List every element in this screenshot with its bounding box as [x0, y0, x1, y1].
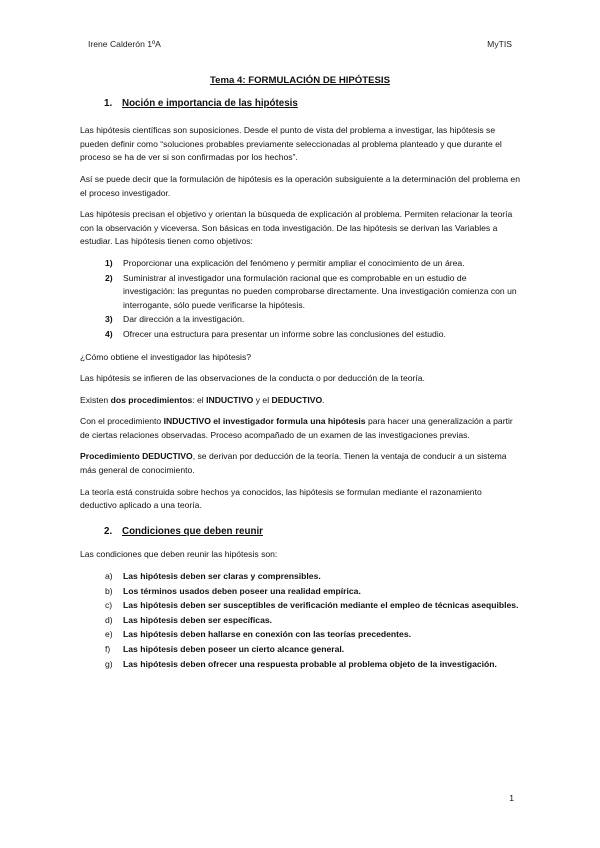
header-brand: MyTIS	[487, 39, 512, 49]
text-run: para hacer una generalización a partir de ciertas relaciones observadas. Proceso acompañado de un examen de las investigaciones previas.	[80, 416, 513, 440]
list-item	[80, 599, 520, 613]
text-run: : el	[192, 394, 207, 405]
list-item-text: Las hipótesis deben poseer un cierto alcance general.	[123, 644, 345, 654]
paragraph: Las hipótesis científicas son suposiciones. Desde el punto de vista del problema a investigar, las hipótesis se pueden definir como “soluciones probables previamente seleccionadas al problema planteado y que durante el proceso se ha de ver si son confirmadas por los hechos”.	[80, 125, 502, 163]
list-item-text: Dar dirección a la investigación.	[123, 314, 245, 325]
list-item	[80, 643, 520, 657]
list-item-text: Las hipótesis deben ser susceptibles de verificación mediante el empleo de técnicas asequibles.	[123, 600, 519, 611]
paragraph: Así se puede decir que la formulación de hipótesis es la operación subsiguiente a la determinación del problema en el proceso investigador.	[80, 173, 520, 198]
bold-run: INDUCTIVO	[206, 394, 254, 405]
list-marker: a)	[105, 571, 113, 582]
list-item	[80, 628, 520, 642]
list-item	[80, 570, 520, 584]
list-marker: 3)	[105, 314, 113, 325]
list-item-text: Suministrar al investigador una formulación racional que es comprobable en un estudio de investigación: las preguntas no pueden comprobarse directamente. Una investigación comienza con un interrogante, sólo puede verificarse la hipótesis.	[123, 272, 517, 310]
list-item-text: Proporcionar una explicación del fenómeno y permitir ampliar el conocimiento de un área.	[123, 257, 465, 268]
list-marker: 4)	[105, 328, 113, 339]
document-body	[80, 74, 520, 680]
list-item-text: Las hipótesis deben ser claras y comprensibles.	[123, 571, 321, 582]
section-1-heading	[104, 97, 520, 111]
text-run: , se derivan por deducción de la teoría. Tienen la ventaja de conducir a un sistema más general de conocimiento.	[80, 451, 507, 476]
section-2-title: Condiciones que deben reunir	[122, 525, 263, 537]
paragraph	[80, 415, 520, 442]
text-run: .	[322, 394, 325, 405]
paragraph: Las hipótesis se infieren de las observaciones de la conducta o por deducción de la teoría.	[80, 373, 425, 384]
question-text: ¿Cómo obtiene el investigador las hipótesis?	[80, 351, 252, 362]
bold-run: INDUCTIVO el investigador formula una hipótesis	[163, 416, 366, 427]
section-2-number: 2.	[104, 525, 113, 537]
bold-run: Procedimiento DEDUCTIVO	[80, 451, 193, 462]
bold-run: DEDUCTIVO	[271, 394, 323, 405]
list-marker: 2)	[105, 272, 113, 283]
text-run: Existen	[80, 394, 111, 405]
bold-run: dos procedimientos	[110, 394, 193, 405]
list-marker: b)	[105, 585, 113, 596]
document-title: Tema 4: FORMULACIÓN DE HIPÓTESIS	[210, 75, 390, 86]
list-marker: e)	[105, 629, 113, 640]
conditions-list	[80, 570, 520, 671]
page-number: 1	[509, 793, 514, 803]
paragraph: Las hipótesis precisan el objetivo y orientan la búsqueda de explicación al problema. Permiten relacionar la teoría con la observación y viceversa. Son básicas en toda investigación. De las hipótesis se derivan las Variables a estudiar. Las hipótesis tienen como objetivos:	[80, 209, 513, 247]
list-item	[80, 313, 520, 327]
list-item-text: Las hipótesis deben ofrecer una respuesta probable al problema objeto de la investigación.	[123, 658, 497, 669]
list-marker: f)	[105, 644, 111, 654]
section-2-heading	[104, 525, 520, 539]
paragraph: La teoría está construida sobre hechos ya conocidos, las hipótesis se formulan mediante el razonamiento deductivo aplicado a una teoría.	[80, 486, 482, 511]
list-item	[80, 585, 520, 599]
list-item	[80, 257, 520, 271]
paragraph	[80, 394, 520, 408]
section-1-title: Noción e importancia de las hipótesis	[122, 97, 298, 109]
list-marker: c)	[105, 600, 113, 611]
text-run: y el	[253, 394, 272, 405]
paragraph	[80, 450, 520, 477]
paragraph: Las condiciones que deben reunir las hipótesis son:	[80, 549, 278, 560]
list-item	[80, 658, 520, 672]
list-item	[80, 272, 520, 313]
list-marker: d)	[105, 614, 113, 625]
list-item	[80, 614, 520, 628]
list-item	[80, 328, 520, 342]
list-marker: g)	[105, 658, 113, 669]
list-marker: 1)	[105, 257, 113, 268]
objectives-list	[80, 257, 520, 342]
text-run: Con el procedimiento	[80, 416, 164, 427]
list-item-text: Las hipótesis deben hallarse en conexión con las teorías precedentes.	[123, 629, 411, 640]
header-author: Irene Calderón 1ºA	[88, 39, 161, 49]
list-item-text: Ofrecer una estructura para presentar un informe sobre las conclusiones del estudio.	[123, 328, 446, 339]
list-item-text: Las hipótesis deben ser específicas.	[123, 614, 273, 625]
section-1-number: 1.	[104, 97, 113, 109]
list-item-text: Los términos usados deben poseer una realidad empírica.	[123, 585, 361, 596]
